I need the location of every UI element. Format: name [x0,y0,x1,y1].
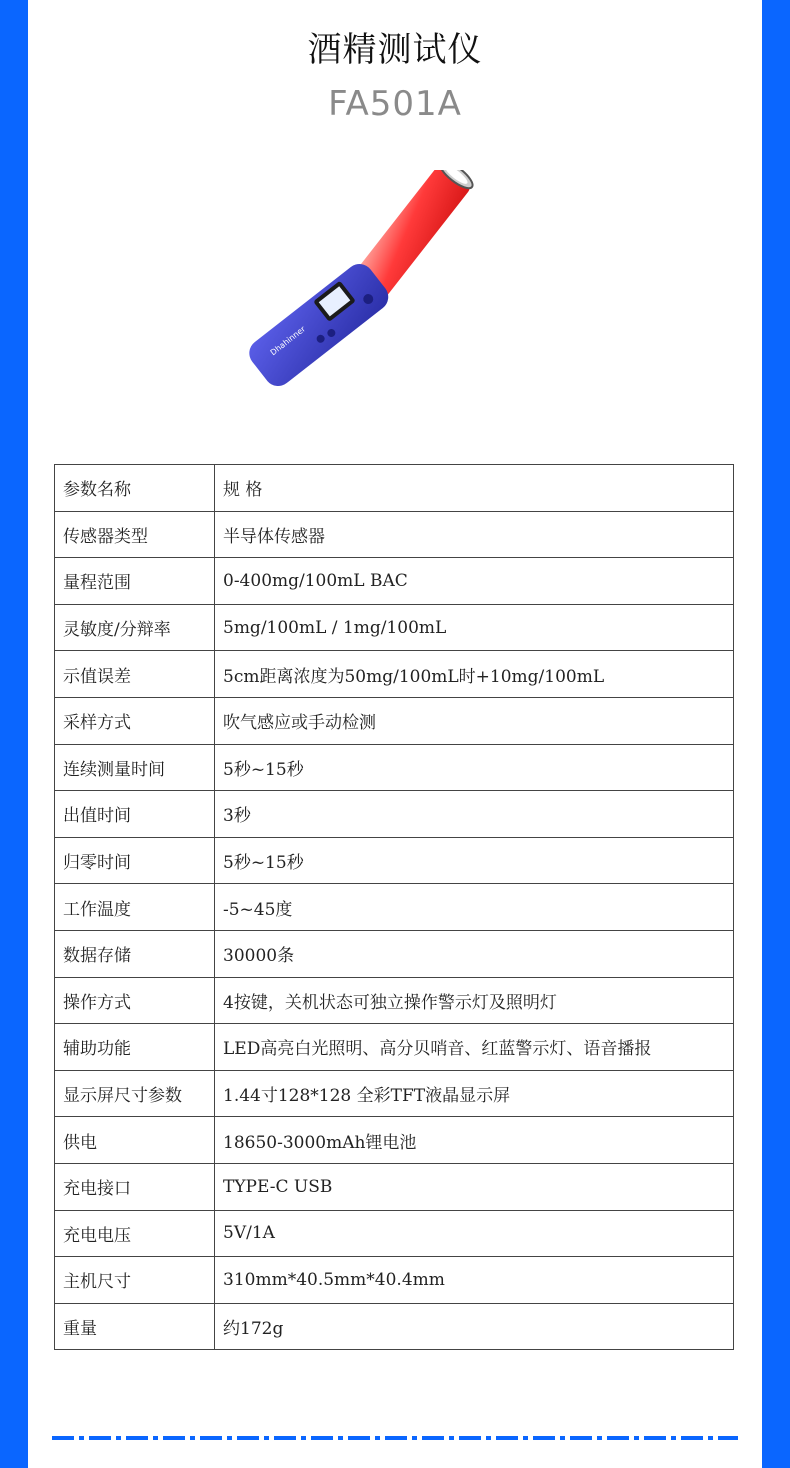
param-value-cell: 0-400mg/100mL BAC [215,558,734,605]
table-row [55,977,734,1024]
table-row [55,1163,734,1210]
table-row [55,930,734,977]
param-name-cell: 连续测量时间 [55,744,215,791]
table-row [55,1070,734,1117]
table-row [55,1024,734,1071]
param-name-cell: 重量 [55,1303,215,1350]
param-name-cell: 显示屏尺寸参数 [55,1070,215,1117]
table-row [55,1303,734,1350]
param-name-cell: 数据存储 [55,930,215,977]
table-header-row [55,465,734,512]
page-title: 酒精测试仪 [307,30,483,70]
param-name-cell: 操作方式 [55,977,215,1024]
table-row [55,697,734,744]
dashed-divider [52,1436,738,1440]
device-brand-label: Dhahinner [268,324,308,358]
param-name-cell: 灵敏度/分辩率 [55,604,215,651]
param-value-cell: 吹气感应或手动检测 [215,697,734,744]
param-value-cell: 5V/1A [215,1210,734,1257]
param-name-cell: 充电接口 [55,1163,215,1210]
right-blue-border [762,0,790,1468]
device-handle [244,258,394,391]
param-value-cell: 5cm距离浓度为50mg/100mL时+10mg/100mL [215,651,734,698]
header-value-cell: 规 格 [215,465,734,512]
breathalyzer-product-image [230,170,510,400]
param-value-cell: 30000条 [215,930,734,977]
table-row [55,1210,734,1257]
param-value-cell: 310mm*40.5mm*40.4mm [215,1257,734,1304]
header-key-cell: 参数名称 [55,465,215,512]
param-name-cell: 辅助功能 [55,1024,215,1071]
param-value-cell: 约172g [215,1303,734,1350]
spec-table [54,464,734,1350]
param-value-cell: 18650-3000mAh锂电池 [215,1117,734,1164]
param-value-cell: 5秒~15秒 [215,744,734,791]
param-name-cell: 示值误差 [55,651,215,698]
param-name-cell: 出值时间 [55,791,215,838]
param-value-cell: 5秒~15秒 [215,837,734,884]
param-name-cell: 主机尺寸 [55,1257,215,1304]
left-blue-border [0,0,28,1468]
param-name-cell: 工作温度 [55,884,215,931]
table-row [55,884,734,931]
param-value-cell: 3秒 [215,791,734,838]
table-row [55,1117,734,1164]
param-name-cell: 充电电压 [55,1210,215,1257]
table-row [55,791,734,838]
table-row [55,651,734,698]
param-value-cell: 5mg/100mL / 1mg/100mL [215,604,734,651]
param-name-cell: 采样方式 [55,697,215,744]
param-name-cell: 量程范围 [55,558,215,605]
table-row [55,1257,734,1304]
param-value-cell: LED高亮白光照明、高分贝哨音、红蓝警示灯、语音播报 [215,1024,734,1071]
param-value-cell: TYPE-C USB [215,1163,734,1210]
model-number: FA501A [328,84,462,124]
param-name-cell: 传感器类型 [55,511,215,558]
param-value-cell: 4按键，关机状态可独立操作警示灯及照明灯 [215,977,734,1024]
param-value-cell: 半导体传感器 [215,511,734,558]
table-row [55,837,734,884]
table-row [55,558,734,605]
param-name-cell: 供电 [55,1117,215,1164]
table-row [55,604,734,651]
param-value-cell: -5~45度 [215,884,734,931]
param-name-cell: 归零时间 [55,837,215,884]
param-value-cell: 1.44寸128*128 全彩TFT液晶显示屏 [215,1070,734,1117]
table-row [55,744,734,791]
table-row [55,511,734,558]
